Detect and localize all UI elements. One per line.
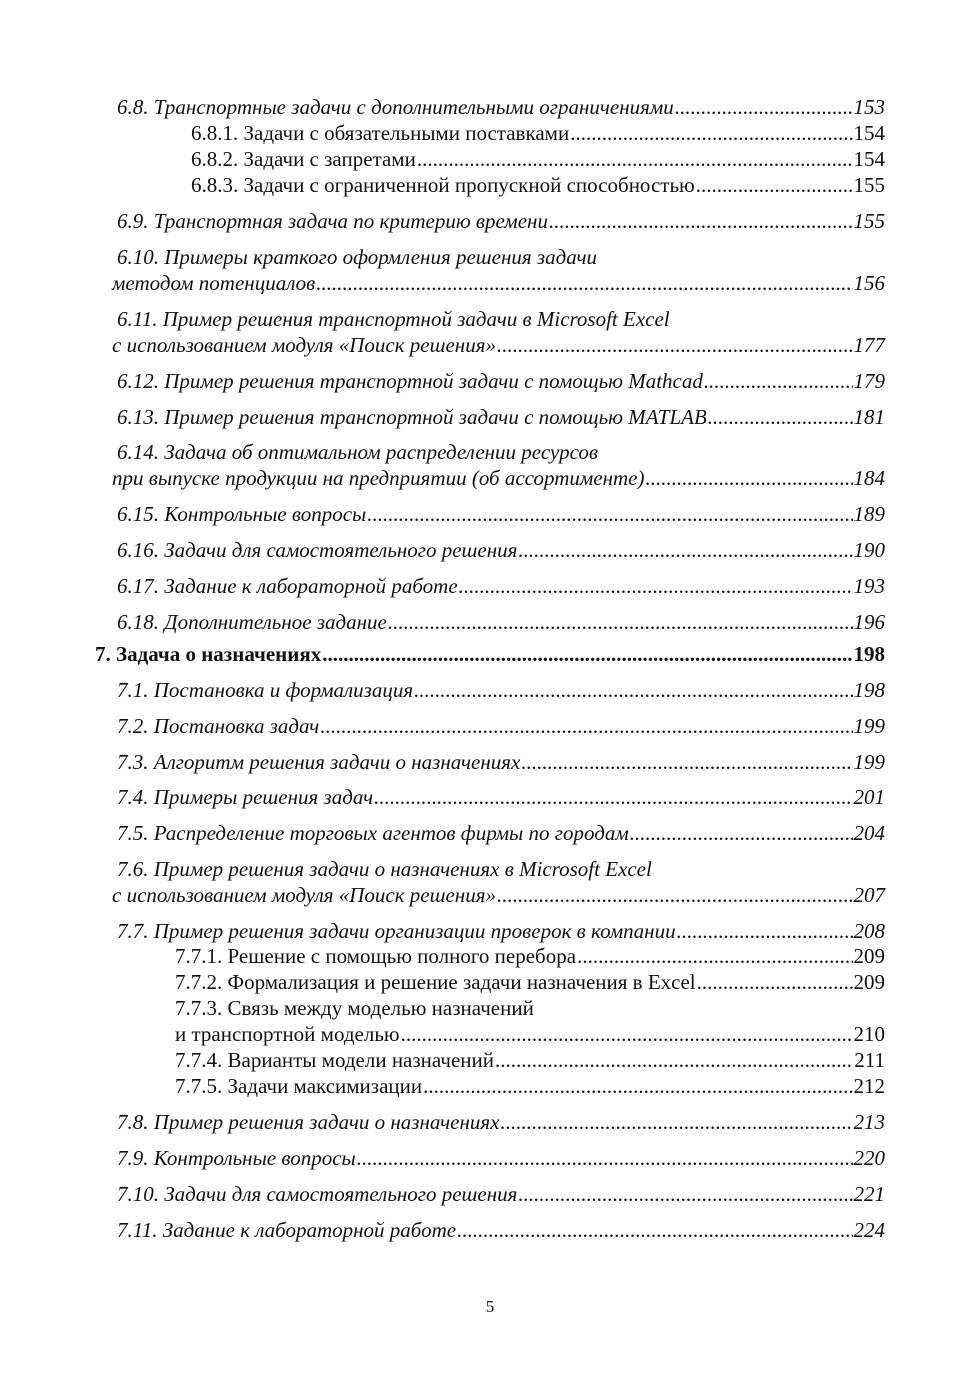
toc-entry	[191, 146, 885, 172]
toc-entry-first-line	[117, 439, 885, 465]
toc-leader-dots	[704, 368, 853, 394]
toc-entry-title: 7.7. Пример решения задачи организации проверок в компании	[117, 919, 676, 943]
toc-entry-page: 199	[853, 750, 885, 774]
toc-entry-title: с использованием модуля «Поиск решения»	[112, 883, 496, 907]
toc-entry	[117, 1181, 885, 1207]
toc-entry-title: 7. Задача о назначениях	[95, 642, 322, 666]
toc-leader-dots	[500, 1109, 852, 1135]
toc-entry-title: 6.8.2. Задачи с запретами	[191, 147, 416, 171]
toc-entry-title: 6.15. Контрольные вопросы	[117, 502, 367, 526]
toc-entry	[117, 918, 885, 944]
toc-entry-page: 154	[853, 121, 885, 145]
toc-entry	[117, 1217, 885, 1243]
toc-entry-title: 7.1. Постановка и формализация	[117, 678, 414, 702]
toc-entry-title: при выпуске продукции на предприятии (об ассортименте)	[112, 466, 645, 490]
toc-leader-dots	[423, 1073, 852, 1099]
toc-entry-page: 154	[853, 147, 885, 171]
toc-entry	[117, 609, 885, 635]
toc-entry-first-line	[117, 856, 885, 882]
toc-entry-page: 190	[853, 538, 885, 562]
toc-leader-dots	[518, 537, 852, 563]
toc-entry	[175, 1047, 885, 1073]
toc-entry-title: 7.7.1. Решение с помощью полного перебора	[175, 944, 577, 968]
toc-leader-dots	[316, 270, 852, 296]
toc-entry-page: 153	[853, 95, 885, 119]
toc-entry-title: 6.14. Задача об оптимальном распределении ресурсов	[117, 440, 598, 464]
toc-leader-dots	[367, 501, 852, 527]
toc-entry-title: 7.8. Пример решения задачи о назначениях	[117, 1110, 500, 1134]
toc-chapter-entry	[95, 641, 885, 667]
toc-entry	[117, 749, 885, 775]
toc-entry	[112, 332, 885, 358]
toc-entry-title: 7.9. Контрольные вопросы	[117, 1146, 356, 1170]
toc-entry-title: 6.9. Транспортная задача по критерию времени	[117, 209, 548, 233]
toc-entry-page: 201	[853, 785, 885, 809]
toc-entry-title: 7.7.3. Связь между моделью назначений	[175, 996, 534, 1020]
toc-leader-dots	[417, 146, 853, 172]
toc-entry-title: 7.6. Пример решения задачи о назначениях в Microsoft Excel	[117, 857, 652, 881]
toc-entry	[175, 943, 885, 969]
toc-entry-title: 6.12. Пример решения транспортной задачи с помощью Mathcad	[117, 369, 703, 393]
toc-leader-dots	[708, 404, 853, 430]
toc-entry-title: 7.10. Задачи для самостоятельного решения	[117, 1182, 518, 1206]
toc-entry	[117, 713, 885, 739]
toc-entry-page: 155	[853, 209, 885, 233]
toc-entry	[175, 969, 885, 995]
toc-entry-page: 224	[853, 1218, 885, 1242]
toc-entry-first-line	[175, 995, 885, 1021]
toc-entry-page: 196	[853, 610, 885, 634]
toc-entry-page: 207	[853, 883, 885, 907]
toc-entry	[112, 882, 885, 908]
toc-entry-page: 212	[853, 1074, 885, 1098]
toc-entry	[191, 120, 885, 146]
toc-entry-page: 221	[853, 1182, 885, 1206]
toc-entry-title: 7.2. Постановка задач	[117, 714, 320, 738]
toc-entry-title: 7.7.5. Задачи максимизации	[175, 1074, 423, 1098]
toc-leader-dots	[697, 969, 853, 995]
toc-entry	[117, 1109, 885, 1135]
toc-entry-page: 181	[853, 405, 885, 429]
toc-entry	[112, 465, 885, 491]
toc-leader-dots	[696, 172, 853, 198]
toc-entry-title: с использованием модуля «Поиск решения»	[112, 333, 496, 357]
toc-entry-title: 6.10. Примеры краткого оформления решения задачи	[117, 245, 597, 269]
toc-leader-dots	[675, 94, 853, 120]
toc-leader-dots	[630, 820, 853, 846]
toc-entry	[112, 270, 885, 296]
toc-entry	[191, 172, 885, 198]
toc-entry-page: 210	[853, 1022, 885, 1046]
toc-leader-dots	[414, 677, 852, 703]
toc-entry-page: 155	[853, 173, 885, 197]
toc-entry-page: 179	[853, 369, 885, 393]
toc-leader-dots	[459, 573, 853, 599]
toc-entry-page: 177	[853, 333, 885, 357]
toc-leader-dots	[401, 1021, 853, 1047]
toc-entry-page: 156	[853, 271, 885, 295]
toc-leader-dots	[388, 609, 853, 635]
toc-entry-title: 6.8.1. Задачи с обязательными поставками	[191, 121, 570, 145]
toc-entry	[117, 537, 885, 563]
toc-entry	[117, 820, 885, 846]
toc-entry-title: 6.11. Пример решения транспортной задачи в Microsoft Excel	[117, 307, 670, 331]
toc-entry-page: 193	[853, 574, 885, 598]
toc-entry-page: 211	[854, 1048, 885, 1072]
page-number: 5	[485, 1297, 495, 1316]
toc-entry	[175, 1073, 885, 1099]
toc-entry-title: 7.7.2. Формализация и решение задачи назначения в Excel	[175, 970, 696, 994]
toc-leader-dots	[357, 1145, 853, 1171]
toc-entry-page: 209	[853, 944, 885, 968]
toc-leader-dots	[322, 641, 852, 667]
toc-entry-page: 184	[853, 466, 885, 490]
toc-entry-page: 208	[853, 919, 885, 943]
toc-entry-title: 6.8. Транспортные задачи с дополнительными ограничениями	[117, 95, 674, 119]
toc-leader-dots	[497, 882, 853, 908]
toc-entry	[117, 368, 885, 394]
toc-entry-title: 6.18. Дополнительное задание	[117, 610, 387, 634]
toc-leader-dots	[646, 465, 853, 491]
toc-leader-dots	[495, 1047, 853, 1073]
toc-entry-page: 189	[853, 502, 885, 526]
toc-leader-dots	[577, 943, 852, 969]
toc-entry	[117, 501, 885, 527]
toc-entry-first-line	[117, 306, 885, 332]
toc-entry	[117, 1145, 885, 1171]
toc-entry-title: 7.5. Распределение торговых агентов фирмы по городам	[117, 821, 629, 845]
toc-leader-dots	[570, 120, 852, 146]
toc-entry	[175, 1021, 885, 1047]
toc-entry-page: 213	[853, 1110, 885, 1134]
toc-entry	[117, 404, 885, 430]
toc-entry-first-line	[117, 244, 885, 270]
toc-entry-page: 204	[853, 821, 885, 845]
toc-entry-title: 7.4. Примеры решения задач	[117, 785, 374, 809]
toc-entry	[117, 784, 885, 810]
toc-entry-title: 7.3. Алгоритм решения задачи о назначениях	[117, 750, 521, 774]
toc-entry-page: 198	[853, 678, 885, 702]
toc-leader-dots	[457, 1217, 852, 1243]
toc-entry-title: 7.11. Задание к лабораторной работе	[117, 1218, 457, 1242]
toc-leader-dots	[521, 749, 852, 775]
toc-leader-dots	[320, 713, 852, 739]
toc-entry-title: методом потенциалов	[112, 271, 316, 295]
toc-leader-dots	[549, 208, 853, 234]
toc-leader-dots	[497, 332, 853, 358]
toc-entry	[117, 94, 885, 120]
toc-entry-page: 198	[853, 642, 885, 666]
toc-leader-dots	[677, 918, 853, 944]
toc-leader-dots	[374, 784, 852, 810]
toc-entry	[117, 677, 885, 703]
toc-entry-title: 7.7.4. Варианты модели назначений	[175, 1048, 494, 1072]
toc-entry-title: 6.13. Пример решения транспортной задачи с помощью MATLAB	[117, 405, 707, 429]
toc-entry-page: 220	[853, 1146, 885, 1170]
toc-entry-title: 6.8.3. Задачи с ограниченной пропускной способностью	[191, 173, 695, 197]
toc-entry-title: и транспортной моделью	[175, 1022, 400, 1046]
toc-entry	[117, 208, 885, 234]
toc-entry-title: 6.17. Задание к лабораторной работе	[117, 574, 458, 598]
toc-entry-page: 209	[853, 970, 885, 994]
toc-entry	[117, 573, 885, 599]
toc-entry-page: 199	[853, 714, 885, 738]
toc-entry-title: 6.16. Задачи для самостоятельного решения	[117, 538, 518, 562]
toc-leader-dots	[518, 1181, 852, 1207]
